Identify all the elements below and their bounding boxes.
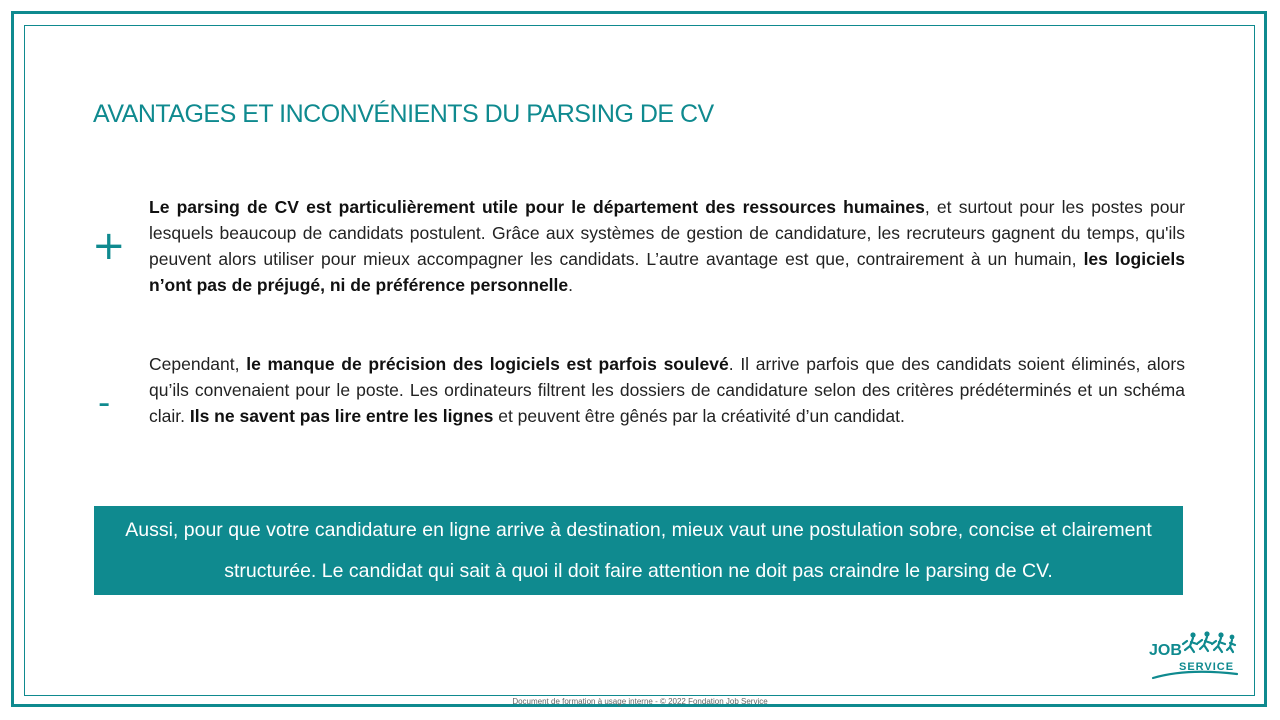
disadvantage-paragraph xyxy=(149,351,1185,429)
advantage-bold-1: Le parsing de CV est particulièrement utile pour le département des ressources humaines xyxy=(149,197,925,217)
logo-text-service: SERVICE xyxy=(1179,661,1235,673)
advantage-text-2: . xyxy=(568,275,574,295)
disadvantage-bold-1: le manque de précision des logiciels est parfois soulevé xyxy=(246,354,729,374)
minus-icon: - xyxy=(98,383,111,423)
advantage-text-1: , et surtout pour les postes pour lesquels beaucoup de candidats postulent. Grâce aux systèmes de gestion de candidature, les recruteurs gagnent du temps, qu'ils peuvent alors utiliser pour mieux accompagner les candidats. L’autre avantage est que, contrairement à un humain, xyxy=(149,197,1185,269)
advantage-bold-2: les logiciels n’ont pas de préjugé, ni de préférence personnelle xyxy=(149,249,1186,295)
job-service-logo xyxy=(1147,630,1241,682)
page-title: AVANTAGES ET INCONVÉNIENTS DU PARSING DE CV xyxy=(93,100,714,128)
plus-icon: + xyxy=(92,223,126,269)
running-people-icon xyxy=(1147,630,1241,682)
disadvantage-bold-2: Ils ne savent pas lire entre les lignes xyxy=(189,406,494,426)
disadvantage-text-1: Cependant, xyxy=(149,354,247,374)
disadvantage-text-3: et peuvent être gênés par la créativité d’un candidat. xyxy=(493,406,905,426)
advantage-paragraph xyxy=(149,194,1185,298)
banner-text: Aussi, pour que votre candidature en ligne arrive à destination, mieux vaut une postulation sobre, concise et clairement structurée. Le candidat qui sait à quoi il doit faire attention ne doit pas craindre le parsing de CV. xyxy=(125,518,1152,582)
disadvantage-text-2: . Il arrive parfois que des candidats soient éliminés, alors qu’ils convenaient pour le poste. Les ordinateurs filtrent les dossiers de candidature selon des critères prédéterminés et un schéma clair. xyxy=(149,354,1185,426)
logo-text-job: JOB xyxy=(1149,642,1182,659)
footer-text: Document de formation à usage interne - © 2022 Fondation Job Service xyxy=(512,697,768,706)
conclusion-banner xyxy=(94,506,1183,595)
